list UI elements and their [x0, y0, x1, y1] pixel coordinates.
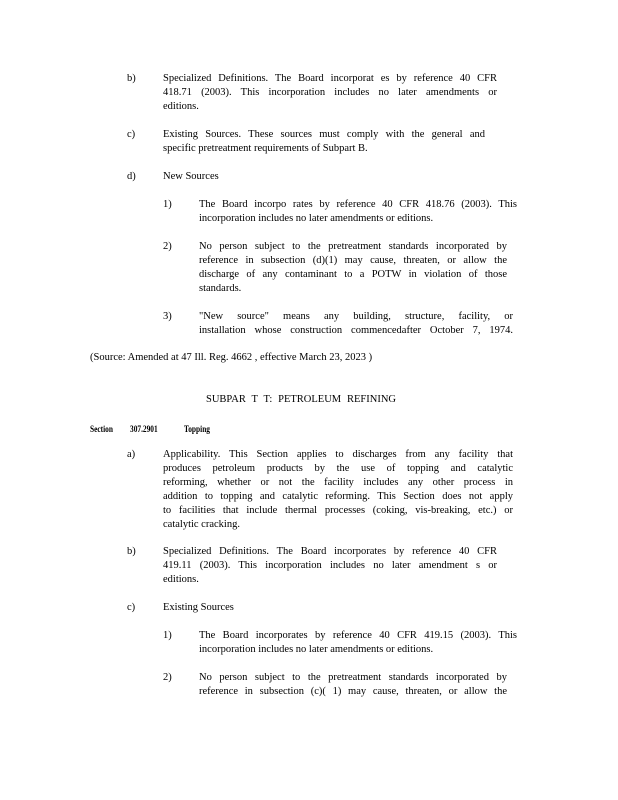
paragraph-applicability: Applicability. This Section applies to discharges from any facility that produces petroleum products by the use of topping and catalytic reforming, whether or not the facility includes any other process in addition to topping and catalytic reforming. This Section does not apply to facilities that include thermal processes (coking, vis-breaking, etc.) or catalytic cracking.: [163, 449, 513, 530]
paragraph-new-sources-2: No person subject to the pretreatment standards incorporated by reference in subsection (d)(1) may cause, threaten, or allow the discharge of any contaminant to a POTW in violation of those standards.: [199, 241, 507, 294]
item-label-c: c): [127, 602, 136, 613]
subitem-label-3: 3): [163, 311, 172, 322]
subitem-label-2: 2): [163, 241, 172, 252]
paragraph-specialized-definitions-topping: Specialized Definitions. The Board incorporates by reference 40 CFR 419.11 (2003). This incorporation includes no later amendment s or editions.: [163, 546, 497, 585]
paragraph-existing-sources-topping: Existing Sources: [163, 602, 234, 613]
item-label-b: b): [127, 73, 136, 84]
paragraph-existing-sources: Existing Sources. These sources must comply with the general and specific pretreatment requirements of Subpart B.: [163, 129, 485, 154]
paragraph-new-sources: New Sources: [163, 171, 219, 182]
paragraph-existing-sources-topping-2: No person subject to the pretreatment standards incorporated by reference in subsection (c)( 1) may cause, threaten, or allow the: [199, 672, 507, 697]
subitem-label-1: 1): [163, 199, 172, 210]
source-note: (Source: Amended at 47 Ill. Reg. 4662 , effective March 23, 2023 ): [90, 352, 373, 363]
paragraph-new-sources-3: "New source" means any building, structure, facility, or installation whose construction commencedafter October 7, 1974.: [199, 311, 513, 336]
subpart-title: SUBPAR T T: PETROLEUM REFINING: [206, 394, 396, 405]
section-label: Section: [90, 424, 113, 434]
paragraph-new-sources-1: The Board incorpo rates by reference 40 CFR 418.76 (2003). This incorporation includes no later amendments or editions.: [199, 199, 517, 224]
paragraph-specialized-definitions: Specialized Definitions. The Board incorporat es by reference 40 CFR 418.71 (2003). This incorporation includes no later amendments or editions.: [163, 73, 497, 112]
section-name: Topping: [184, 424, 210, 434]
item-label-c: c): [127, 129, 136, 140]
paragraph-existing-sources-topping-1: The Board incorporates by reference 40 CFR 419.15 (2003). This incorporation includes no later amendments or editions.: [199, 630, 517, 655]
subitem-label-2: 2): [163, 672, 172, 683]
item-label-d: d): [127, 171, 136, 182]
subitem-label-1: 1): [163, 630, 172, 641]
item-label-b: b): [127, 546, 136, 557]
item-label-a: a): [127, 449, 136, 460]
section-number: 307.2901: [130, 424, 158, 434]
